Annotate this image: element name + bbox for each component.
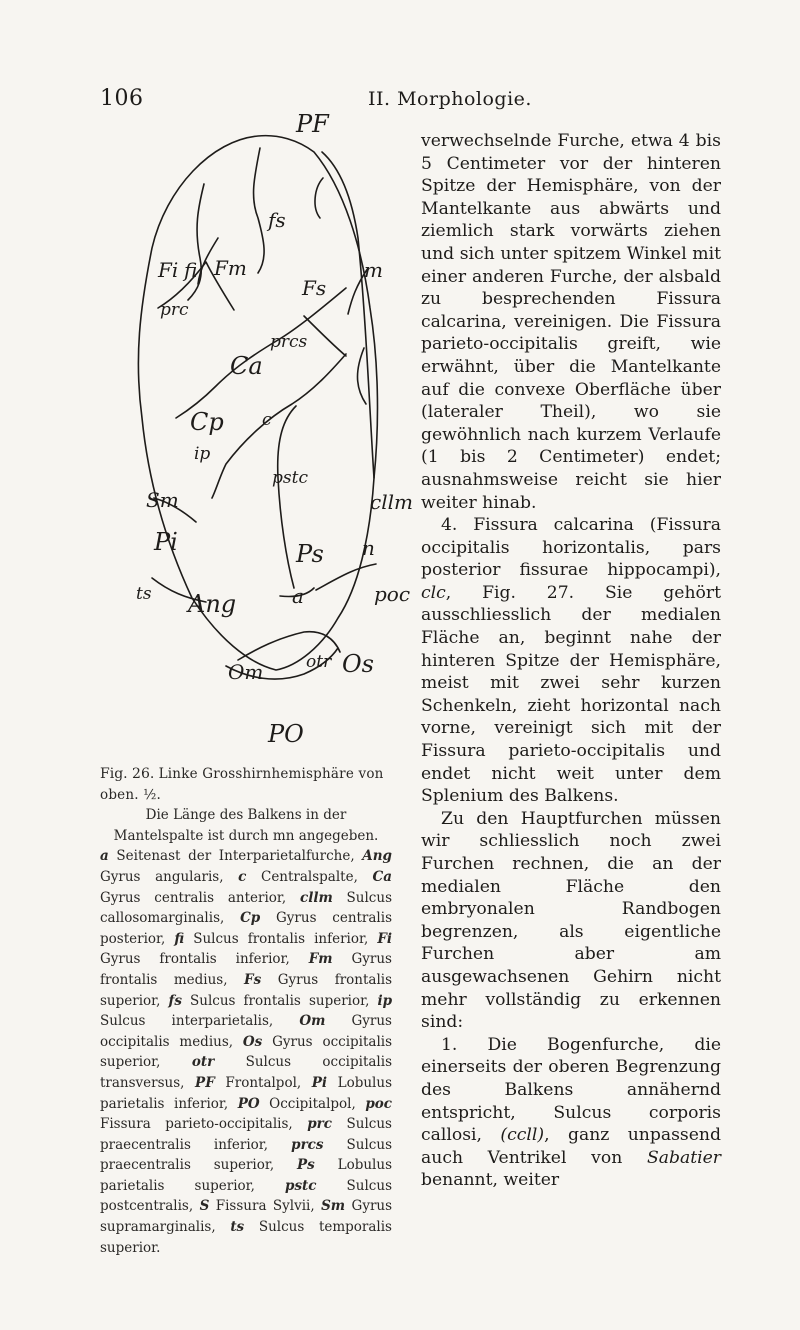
figure-caption [100, 764, 392, 1258]
caption-title-line [100, 764, 392, 805]
sulcus-interparietalis [278, 406, 296, 588]
label-Os: Os [342, 650, 374, 678]
paragraph-3: Zu den Hauptfurchen müssen wir schliesslich noch zwei Furchen rechnen, die an der medialen Fläche den embryonalen Randbogen begrenzen, als eigentliche Furchen aber am ausgewachsenen Gehirn nicht mehr vollständig zu erkennen sind: [421, 808, 721, 1033]
legend-abbr: Pi [311, 1074, 328, 1091]
sulcus-frontalis-superior-2 [315, 178, 323, 218]
figure-number: Fig. 26. [100, 766, 155, 782]
running-title: II. Morphologie. [368, 88, 532, 110]
page-number: 106 [100, 86, 144, 111]
paragraph-2-a: 4. Fissura calcarina (Fissura occipitalis horizontalis, pars posterior fissurae hippocampi), [421, 515, 721, 581]
sulcus-callosomarginalis [358, 348, 367, 404]
legend-text: Sulcus praecentralis inferior, [100, 1116, 392, 1153]
legend-text: Gyrus frontalis inferior, [100, 951, 290, 968]
legend-text: Fissura parieto-occipitalis, [100, 1116, 293, 1133]
label-Ang: Ang [188, 590, 237, 618]
label-PF: PF [296, 110, 329, 138]
caption-title: Linke Grosshirnhemisphäre von oben. ½. [100, 766, 384, 803]
legend-abbr: Ca [372, 868, 392, 885]
legend-text: Frontalpol, [225, 1074, 302, 1091]
legend-abbr: ip [377, 992, 393, 1009]
body-text [421, 130, 721, 1192]
label-pstc: pstc [272, 468, 308, 488]
legend-text: Gyrus frontalis superior, [100, 971, 393, 1009]
mantelkante-line [322, 152, 374, 478]
label-cllm: cllm [370, 490, 413, 514]
legend-text: Centralspalte, [260, 868, 358, 885]
legend-abbr: Fs [244, 971, 262, 988]
legend-text: Sulcus callosomarginalis, [100, 889, 392, 927]
legend-abbr: Cp [240, 910, 261, 927]
legend-text: Sulcus frontalis inferior, [193, 930, 369, 947]
legend-abbr: Fi [377, 930, 393, 947]
label-Om: Om [228, 660, 264, 684]
label-Sm: Sm [146, 488, 179, 512]
label-Pi: Pi [154, 528, 178, 556]
legend-abbr: prc [307, 1116, 332, 1133]
label-ip: ip [194, 444, 211, 464]
legend-abbr: otr [191, 1054, 215, 1071]
label-fi: fi [184, 258, 198, 282]
legend-abbr: PO [237, 1095, 260, 1112]
legend-text: Gyrus centralis anterior, [100, 889, 287, 906]
label-Fs: Fs [302, 276, 327, 300]
legend-text: Gyrus occipitalis medius, [100, 1013, 392, 1050]
page-header [100, 86, 710, 116]
legend-abbr: ts [230, 1219, 245, 1236]
paragraph-4-abbr: (ccll) [500, 1125, 545, 1146]
paragraph-2-abbr: clc [421, 582, 446, 603]
legend-text: Occipitalpol, [269, 1095, 356, 1112]
paragraph-4 [421, 1034, 721, 1192]
legend-text: Lobulus parietalis inferior, [100, 1074, 392, 1112]
label-prc: prc [160, 300, 189, 320]
legend-text: Gyrus angularis, [100, 868, 224, 885]
label-n: n [362, 536, 375, 560]
label-a: a [292, 584, 304, 608]
paragraph-4-name: Sabatier [646, 1147, 721, 1168]
label-c: c [262, 410, 272, 430]
paragraph-1: verwechselnde Furche, etwa 4 bis 5 Centimeter vor der hinteren Spitze der Hemisphäre, von der Mantelkante aus abwärts und ziemlich stark vorwärts ziehen und sich unter spitzem Winkel mit einer anderen Furche, der alsbald zu besprechenden Fissura calcarina, vereinigen. Die Fissura parieto-occipitalis greift, wie erwähnt, über die Mantelkante auf die convexe Oberfläche über (lateraler Theil), wo sie gewöhnlich nach kurzem Verlaufe (1 bis 2 Centimeter) endet; ausnahmsweise reicht sie hier weiter hinab. [421, 131, 721, 513]
legend-text: Seitenast der Interparietalfurche, [116, 848, 355, 865]
label-poc: poc [374, 582, 411, 606]
label-Cp: Cp [190, 408, 224, 436]
label-ts: ts [136, 584, 152, 604]
legend-text: Gyrus frontalis medius, [100, 951, 392, 988]
label-PO: PO [268, 720, 304, 748]
label-Fi: Fi [158, 258, 179, 282]
legend-abbr: Om [299, 1013, 326, 1030]
label-Ps: Ps [296, 540, 324, 568]
label-Fm: Fm [214, 256, 247, 280]
legend-abbr: Ps [297, 1157, 315, 1174]
caption-note: Die Länge des Balkens in der Mantelspalte ist durch mn angegeben. [113, 807, 379, 844]
legend-abbr: fs [168, 992, 182, 1009]
legend-abbr: pstc [285, 1177, 317, 1194]
label-Ca: Ca [230, 352, 263, 380]
legend-abbr: fi [174, 930, 185, 947]
legend-abbr: S [199, 1198, 210, 1215]
legend-text: Sulcus temporalis superior. [100, 1219, 392, 1256]
legend-abbr: Sm [321, 1198, 346, 1215]
sulcus-frontalis-inferior [188, 184, 204, 300]
paragraph-4-a: 1. Die Bogenfurche, die einerseits der oberen Begrenzung des Balkens annähernd entspricht, Sulcus corporis callosi, [421, 1034, 721, 1146]
paragraph-4-c: benannt, weiter [421, 1170, 560, 1191]
label-fs: fs [268, 208, 286, 232]
legend-text: Lobulus parietalis superior, [100, 1157, 392, 1194]
legend-text: Gyrus supramarginalis, [100, 1198, 393, 1236]
paragraph-2 [421, 514, 721, 808]
label-otr: otr [306, 652, 332, 672]
paragraph-4-b: , ganz unpassend auch Ventrikel von [421, 1125, 721, 1168]
legend-text: Sulcus praecentralis superior, [100, 1136, 392, 1174]
brain-hemisphere-figure [108, 110, 413, 758]
legend-abbr: cllm [299, 889, 333, 906]
legend-text: Gyrus centralis posterior, [100, 910, 392, 947]
label-prcs: prcs [270, 332, 308, 352]
legend-abbr: c [238, 868, 247, 885]
legend-abbr: a [100, 848, 109, 865]
legend-abbr: poc [365, 1095, 392, 1112]
legend-text: Sulcus occipitalis transversus, [100, 1054, 392, 1091]
label-m: m [364, 258, 383, 282]
legend-text: Sulcus postcentralis, [100, 1177, 392, 1215]
caption-legend [100, 846, 392, 1258]
legend-abbr: Ang [362, 848, 392, 865]
legend-abbr: Fm [308, 951, 333, 968]
paragraph-2-b: , Fig. 27. Sie gehört ausschliesslich der medialen Fläche an, beginnt nahe der hinteren Spitze der Hemisphäre, meist mit zwei sehr kurzen Schenkeln, zieht horizontal nach vorne, vereinigt sich mit der Fissura parieto-occipitalis und endet nicht weit unter dem Splenium des Balkens. [421, 582, 721, 807]
legend-abbr: PF [195, 1074, 215, 1091]
legend-text: Sulcus frontalis superior, [190, 992, 370, 1009]
sulcus-frontalis-superior [254, 148, 265, 273]
legend-text: Gyrus occipitalis superior, [100, 1033, 393, 1071]
fissura-parieto-occipitalis [316, 564, 376, 590]
legend-text: Sulcus interparietalis, [100, 1013, 274, 1030]
sulcus-praecentralis-superior [304, 316, 346, 356]
legend-abbr: Os [242, 1033, 263, 1050]
legend-text: Fissura Sylvii, [215, 1198, 315, 1215]
legend-abbr: prcs [291, 1136, 324, 1153]
